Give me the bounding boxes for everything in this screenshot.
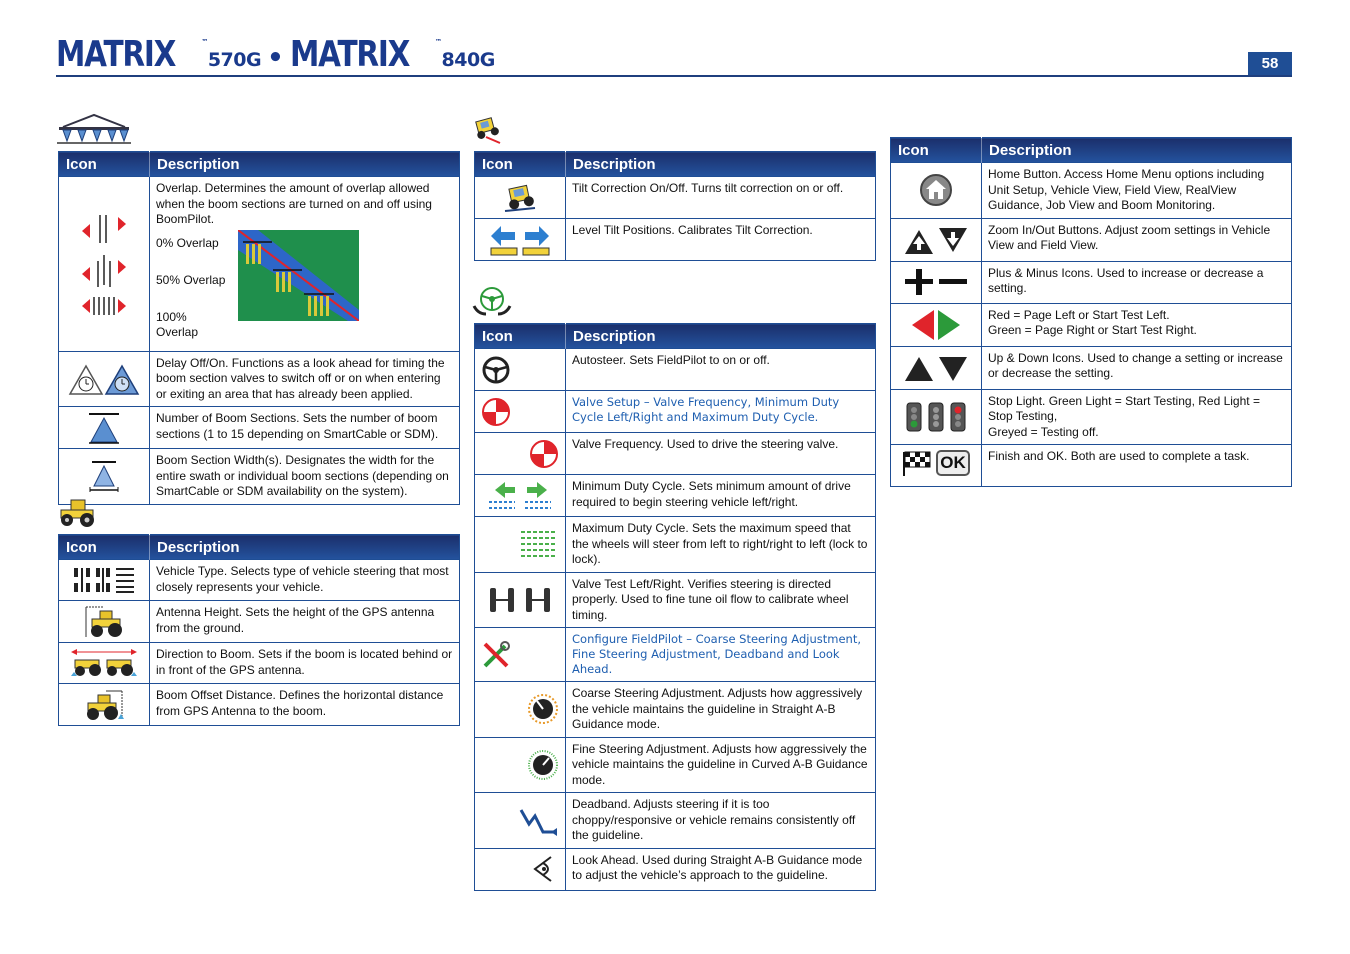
table-row bbox=[475, 572, 876, 628]
table-row bbox=[59, 560, 460, 601]
stop-light-icon bbox=[891, 389, 982, 445]
plus-minus-description: Plus & Minus Icons. Used to increase or decrease a setting. bbox=[982, 261, 1292, 303]
table-row bbox=[475, 349, 876, 391]
table-row bbox=[475, 433, 876, 475]
boom-width-description: Boom Section Width(s). Designates the width for the entire swath or individual boom sections (depending on SmartCable or SDM availability on the system). bbox=[150, 449, 460, 505]
coarse-steering-icon bbox=[475, 682, 566, 738]
boom-section-icon bbox=[57, 113, 131, 145]
boom-offset-icon bbox=[59, 684, 150, 726]
table-row bbox=[475, 177, 876, 219]
col-header-description: Description bbox=[150, 535, 460, 560]
zoom-in-out-icon bbox=[891, 218, 982, 261]
navigation-icons-table bbox=[890, 137, 1292, 487]
overlap-diagram-image bbox=[238, 230, 359, 321]
boom-sections-description: Number of Boom Sections. Sets the number of boom sections (1 to 15 depending on SmartCable or SDM). bbox=[150, 407, 460, 449]
delay-clock-icon bbox=[59, 351, 150, 407]
table-row bbox=[891, 346, 1292, 389]
table-row bbox=[59, 407, 460, 449]
table-row bbox=[59, 601, 460, 643]
valve-frequency-description: Valve Frequency. Used to drive the steering valve. bbox=[566, 433, 876, 475]
brand-title bbox=[56, 34, 495, 74]
overlap-label-0: 0% Overlap bbox=[156, 235, 219, 250]
valve-test-icon bbox=[475, 572, 566, 628]
vehicle-type-icon bbox=[59, 560, 150, 601]
direction-to-boom-icon bbox=[59, 643, 150, 684]
boom-offset-description: Boom Offset Distance. Defines the horizontal distance from GPS Antenna to the boom. bbox=[150, 684, 460, 726]
brand-name: MATRIX bbox=[289, 34, 409, 75]
vehicle-table bbox=[58, 534, 460, 726]
table-row bbox=[891, 303, 1292, 346]
fine-steering-description: Fine Steering Adjustment. Adjusts how aggressively the vehicle maintains the guideline in Curved A-B Guidance mode. bbox=[566, 737, 876, 793]
col-header-description: Description bbox=[150, 152, 460, 177]
configure-fieldpilot-link[interactable]: Configure FieldPilot – Coarse Steering Adjustment, Fine Steering Adjustment, Deadband and Look Ahead. bbox=[566, 628, 876, 682]
configure-fieldpilot-icon bbox=[475, 628, 566, 682]
header-rule bbox=[56, 75, 1292, 77]
table-row bbox=[59, 177, 460, 352]
valve-frequency-icon bbox=[475, 433, 566, 475]
maximum-duty-cycle-icon bbox=[475, 517, 566, 573]
page-right-line: Green = Page Right or Start Test Right. bbox=[988, 323, 1197, 337]
boom-table bbox=[58, 151, 460, 505]
valve-setup-icon bbox=[475, 391, 566, 433]
table-row bbox=[891, 163, 1292, 219]
col-header-icon: Icon bbox=[475, 324, 566, 349]
table-row bbox=[475, 737, 876, 793]
direction-to-boom-description: Direction to Boom. Sets if the boom is located behind or in front of the GPS antenna. bbox=[150, 643, 460, 684]
col-header-description: Description bbox=[982, 138, 1292, 163]
separator: • bbox=[267, 43, 284, 73]
table-row bbox=[59, 449, 460, 505]
autosteer-description: Autosteer. Sets FieldPilot to on or off. bbox=[566, 349, 876, 391]
table-row bbox=[475, 219, 876, 261]
table-row bbox=[59, 351, 460, 407]
tilt-correction-description: Tilt Correction On/Off. Turns tilt correction on or off. bbox=[566, 177, 876, 219]
steering-wheel-icon bbox=[475, 349, 566, 391]
ok-icon: OK bbox=[936, 450, 970, 476]
home-button-description: Home Button. Access Home Menu options including Unit Setup, Vehicle View, Field View, RealView Guidance, Job View and Boom Monitoring. bbox=[982, 163, 1292, 219]
table-row bbox=[891, 445, 1292, 487]
table-row bbox=[475, 793, 876, 849]
col-header-icon: Icon bbox=[59, 152, 150, 177]
page-number: 58 bbox=[1248, 52, 1292, 76]
plus-minus-icon bbox=[891, 261, 982, 303]
model-name: 570G bbox=[207, 49, 262, 71]
col-header-description: Description bbox=[566, 152, 876, 177]
model-name: 840G bbox=[441, 49, 495, 71]
up-down-icon bbox=[891, 346, 982, 389]
table-row bbox=[475, 682, 876, 738]
table-row bbox=[475, 628, 876, 682]
antenna-height-icon bbox=[59, 601, 150, 643]
overlap-label-100: 100% Overlap bbox=[156, 309, 199, 339]
brand-name: MATRIX bbox=[56, 34, 176, 75]
vehicle-type-description: Vehicle Type. Selects type of vehicle steering that most closely represents your vehicle. bbox=[150, 560, 460, 601]
table-row bbox=[891, 218, 1292, 261]
checkered-flag-icon bbox=[902, 450, 932, 476]
steering-section-icon bbox=[472, 286, 512, 316]
steering-table bbox=[474, 323, 876, 891]
trademark: ™ bbox=[201, 38, 208, 46]
table-row bbox=[891, 261, 1292, 303]
overlap-icon bbox=[59, 177, 150, 352]
table-row bbox=[475, 517, 876, 573]
look-ahead-description: Look Ahead. Used during Straight A-B Guidance mode to adjust the vehicle’s approach to the guideline. bbox=[566, 848, 876, 890]
maximum-duty-cycle-description: Maximum Duty Cycle. Sets the maximum speed that the wheels will steer from left to right/right to left (lock to lock). bbox=[566, 517, 876, 573]
valve-setup-link[interactable]: Valve Setup – Valve Frequency, Minimum Duty Cycle Left/Right and Maximum Duty Cycle. bbox=[566, 391, 876, 433]
minimum-duty-cycle-icon bbox=[475, 475, 566, 517]
col-header-icon: Icon bbox=[59, 535, 150, 560]
level-tilt-description: Level Tilt Positions. Calibrates Tilt Correction. bbox=[566, 219, 876, 261]
delay-description: Delay Off/On. Functions as a look ahead for timing the boom section valves to switch off or on when entering or exiting an area that has already been applied. bbox=[150, 351, 460, 407]
stop-light-line-1: Stop Light. Green Light = Start Testing, Red Light = Stop Testing, bbox=[988, 393, 1260, 423]
vehicle-section-icon bbox=[57, 496, 97, 528]
finish-ok-description: Finish and OK. Both are used to complete a task. bbox=[982, 445, 1292, 487]
zoom-description: Zoom In/Out Buttons. Adjust zoom settings in Vehicle View and Field View. bbox=[982, 218, 1292, 261]
antenna-height-description: Antenna Height. Sets the height of the GPS antenna from the ground. bbox=[150, 601, 460, 643]
table-row bbox=[475, 475, 876, 517]
trademark: ™ bbox=[435, 38, 442, 46]
page-left-line: Red = Page Left or Start Test Left. bbox=[988, 307, 1170, 322]
page-left-right-icon bbox=[891, 303, 982, 346]
valve-test-description: Valve Test Left/Right. Verifies steering is directed properly. Used to fine tune oil flow to calibrate wheel timing. bbox=[566, 572, 876, 628]
stop-light-line-2: Greyed = Testing off. bbox=[988, 424, 1099, 439]
fine-steering-icon bbox=[475, 737, 566, 793]
coarse-steering-description: Coarse Steering Adjustment. Adjusts how aggressively the vehicle maintains the guideline in Straight A-B Guidance mode. bbox=[566, 682, 876, 738]
up-down-description: Up & Down Icons. Used to change a setting or increase or decrease the setting. bbox=[982, 346, 1292, 389]
look-ahead-icon bbox=[475, 848, 566, 890]
col-header-description: Description bbox=[566, 324, 876, 349]
deadband-icon bbox=[475, 793, 566, 849]
table-row bbox=[475, 848, 876, 890]
tilt-section-icon bbox=[472, 113, 504, 145]
overlap-description: Overlap. Determines the amount of overlap allowed when the boom sections are turned on and off using BoomPilot. bbox=[156, 181, 432, 226]
level-tilt-icon bbox=[475, 219, 566, 261]
overlap-label-50: 50% Overlap bbox=[156, 272, 226, 287]
tilt-table bbox=[474, 151, 876, 261]
home-button-icon bbox=[891, 163, 982, 219]
tilt-correction-icon bbox=[475, 177, 566, 219]
col-header-icon: Icon bbox=[475, 152, 566, 177]
col-header-icon: Icon bbox=[891, 138, 982, 163]
finish-ok-icon bbox=[891, 445, 982, 487]
boom-sections-icon bbox=[59, 407, 150, 449]
table-row bbox=[475, 391, 876, 433]
table-row bbox=[59, 684, 460, 726]
minimum-duty-cycle-description: Minimum Duty Cycle. Sets minimum amount of drive required to begin steering vehicle left/right. bbox=[566, 475, 876, 517]
deadband-description: Deadband. Adjusts steering if it is too choppy/responsive or vehicle remains consistently off the guideline. bbox=[566, 793, 876, 849]
table-row bbox=[891, 389, 1292, 445]
table-row bbox=[59, 643, 460, 684]
